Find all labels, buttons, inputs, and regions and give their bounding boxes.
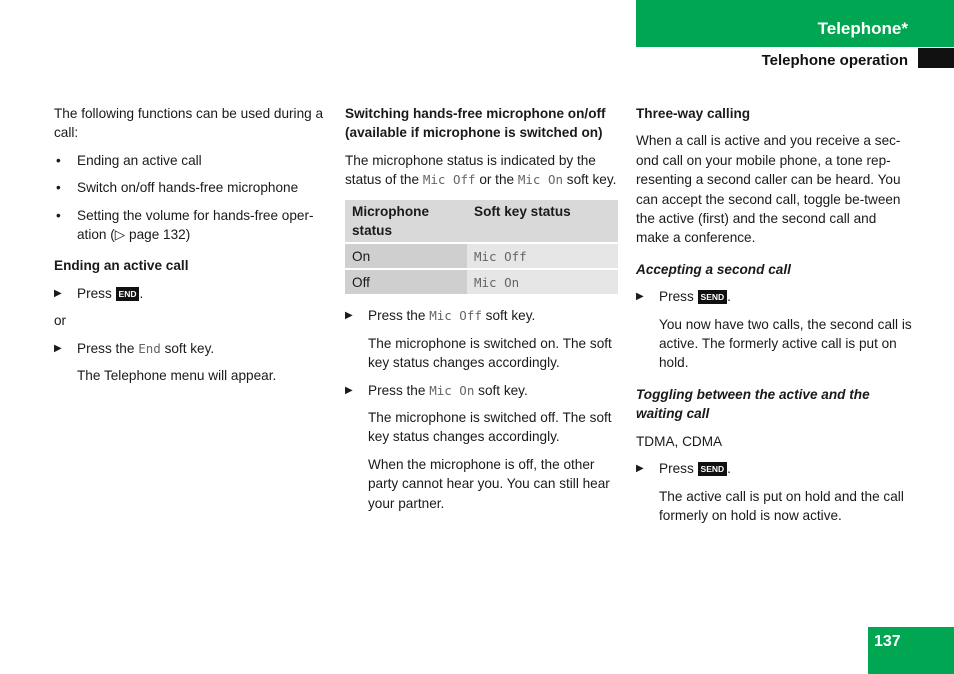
table-header-row xyxy=(345,200,618,243)
bullet-close: ) xyxy=(185,227,191,243)
send-key-icon: SEND xyxy=(698,290,728,304)
step-result: You now have two calls, the second call is active. The formerly active call is put on hold. xyxy=(659,316,912,371)
table-header-cell: Soft key status xyxy=(467,200,618,243)
softkey-label: Mic On xyxy=(429,382,475,398)
step-press-end-softkey xyxy=(54,339,330,358)
bullet-item: • Switch on/off hands-free microphone xyxy=(54,178,330,197)
three-way-intro: When a call is active and you receive a sec-ond call on your mobile phone, a tone rep-resenting a second caller can be heard. You can accept the second call, toggle be-tween the active (first) and the second call and make a conference. xyxy=(636,133,901,246)
bullet-item xyxy=(54,206,330,245)
softkey-label: End xyxy=(138,340,161,356)
step-press-send xyxy=(636,459,912,478)
step-text: Press the xyxy=(77,340,135,356)
step-result: The microphone is switched on. The soft key status changes accordingly. xyxy=(368,335,612,371)
column-left xyxy=(54,104,330,393)
page-number-box xyxy=(868,627,954,674)
step-result: The active call is put on hold and the call formerly on hold is now active. xyxy=(659,488,904,523)
step-press-mic-on xyxy=(345,381,619,400)
bullet-text: Setting the volume for hands-free oper-ation ( xyxy=(77,207,314,243)
table-cell: On xyxy=(345,244,467,268)
step-text: Press the xyxy=(368,382,426,398)
intro-text: soft key. xyxy=(566,172,617,188)
section-title: Telephone* xyxy=(817,19,908,38)
column-right xyxy=(636,104,912,533)
toggle-heading: Toggling between the active and the waiting call xyxy=(636,386,870,422)
mic-note: When the microphone is off, the other party cannot hear you. You can still hear your partner. xyxy=(368,456,610,511)
section-subtitle: Telephone operation xyxy=(761,52,908,69)
mic-status-table xyxy=(345,198,618,297)
triangle-right-icon: ▶ xyxy=(54,342,62,354)
send-key-icon: SEND xyxy=(698,462,728,476)
step-text: Press xyxy=(77,285,112,301)
intro-text: or the xyxy=(479,172,515,188)
step-text: soft key. xyxy=(478,382,528,398)
table-row xyxy=(345,270,618,294)
network-label: TDMA, CDMA xyxy=(636,433,723,449)
step-period: . xyxy=(727,289,731,305)
table-cell: Mic On xyxy=(467,270,618,294)
mic-intro xyxy=(345,151,619,190)
step-text: soft key. xyxy=(485,308,536,324)
step-result: The microphone is switched off. The soft key status changes accordingly. xyxy=(368,410,612,445)
step-text: Press the xyxy=(368,308,426,324)
header-marker xyxy=(918,48,954,68)
step-text: Press xyxy=(659,461,694,477)
intro-text: The microphone status is indicated by the status of the xyxy=(345,152,596,188)
triangle-right-icon: ▶ xyxy=(54,287,62,299)
table-cell: Off xyxy=(345,270,467,294)
ending-call-heading: Ending an active call xyxy=(54,258,189,274)
three-way-heading: Three-way calling xyxy=(636,106,751,121)
mic-heading: Switching hands-free microphone on/off (available if microphone is switched on) xyxy=(345,106,606,141)
step-result: The Telephone menu will appear. xyxy=(77,368,277,384)
end-key-icon: END xyxy=(116,287,140,301)
triangle-right-icon: ▶ xyxy=(345,310,353,322)
step-press-end xyxy=(54,284,330,303)
or-text: or xyxy=(54,313,67,329)
triangle-right-icon: ▶ xyxy=(636,463,644,475)
step-text: soft key. xyxy=(164,340,215,356)
step-press-mic-off xyxy=(345,306,619,325)
triangle-right-icon: ▶ xyxy=(345,384,353,396)
column-middle xyxy=(345,104,619,521)
bullet-item: • Ending an active call xyxy=(54,151,330,170)
triangle-right-icon: ▶ xyxy=(636,291,644,303)
intro-text: The following functions can be used during a call: xyxy=(54,106,324,141)
step-period: . xyxy=(139,285,144,301)
table-row xyxy=(345,244,618,268)
page-reference-link[interactable]: ▷ page 132 xyxy=(114,227,186,243)
step-text: Press xyxy=(659,289,694,305)
table-cell: Mic Off xyxy=(467,244,618,268)
table-header-cell: Microphone status xyxy=(345,200,467,243)
softkey-label: Mic Off xyxy=(422,172,476,188)
softkey-label: Mic On xyxy=(517,172,564,188)
step-period: . xyxy=(727,461,731,477)
step-press-send xyxy=(636,287,912,306)
page-number: 137 xyxy=(874,633,901,650)
accept-heading: Accepting a second call xyxy=(636,261,791,277)
softkey-label: Mic Off xyxy=(429,308,482,324)
